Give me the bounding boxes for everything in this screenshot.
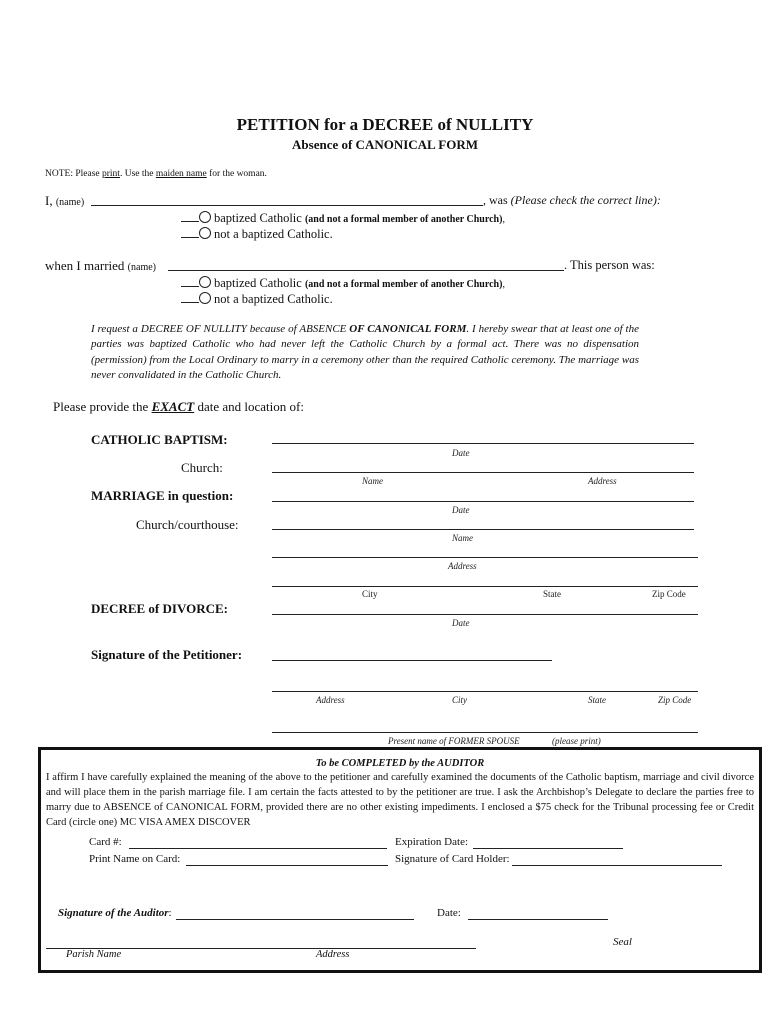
caption-marriage-date: Date	[452, 505, 470, 515]
auditor-date-field[interactable]	[468, 905, 608, 920]
marriage-place-name-field[interactable]	[272, 515, 694, 530]
caption-marriage-name: Name	[452, 533, 473, 543]
note	[45, 169, 267, 179]
caption-church-name: Name	[362, 476, 383, 486]
caption-pet-address: Address	[316, 695, 345, 705]
church-courthouse-label: Church/courthouse:	[136, 517, 239, 532]
marriage-place-city-field[interactable]	[272, 572, 698, 587]
caption-city: City	[362, 589, 378, 599]
petitioner-was: , was (Please check the correct line):	[483, 193, 661, 207]
spouse-name-field[interactable]	[168, 256, 564, 271]
card-signature-field[interactable]	[512, 851, 722, 866]
auditor-signature-field[interactable]	[176, 905, 414, 920]
church-label: Church:	[181, 460, 223, 475]
radio-baptized-spouse[interactable]	[199, 276, 211, 288]
parish-name-caption: Parish Name	[66, 949, 122, 960]
page-subtitle: Absence of CANONICAL FORM	[292, 137, 478, 152]
radio-baptized-petitioner[interactable]	[199, 211, 211, 223]
note-print: print	[102, 169, 120, 179]
caption-baptism-date: Date	[452, 448, 470, 458]
radio-not-baptized-spouse[interactable]	[199, 292, 211, 304]
decree-divorce-label: DECREE of DIVORCE:	[91, 601, 228, 616]
spouse-lead: when I married (name)	[45, 258, 156, 273]
spouse-tail: . This person was:	[564, 258, 655, 272]
auditor-affirmation: I affirm I have carefully explained the meaning of the above to the petitioner and carefully examined the documents of the Catholic baptism, marriage and civil divorce and will place them in the parish marriage file. I am certain the facts attested to by the petitioner are true. I ask the Archbishop’s Delegate to declare the parties free to marry due to ABSENCE of CANONICAL FORM, provided there are no other existing impediments. I enclosed a $75 check for the Tribunal processing fee or Credit Card (circle one) MC VISA AMEX DISCOVER	[46, 772, 754, 828]
petitioner-lead: I, (name)	[45, 193, 85, 208]
divorce-date-field[interactable]	[272, 600, 698, 615]
petitioner-option-baptized[interactable]: baptized Catholic (and not a formal member of another Church),	[181, 209, 505, 226]
petitioner-name-field[interactable]	[91, 191, 483, 206]
marriage-label: MARRIAGE in question:	[91, 488, 234, 503]
note-suffix: for the woman.	[206, 169, 267, 179]
caption-state: State	[543, 589, 561, 599]
spouse-option-baptized[interactable]: baptized Catholic (and not a formal member of another Church),	[181, 274, 505, 291]
catholic-baptism-label: CATHOLIC BAPTISM:	[91, 432, 228, 447]
note-prefix: NOTE: Please	[45, 169, 102, 179]
parish-name-address-field[interactable]	[46, 934, 476, 949]
request-paragraph: I request a DECREE OF NULLITY because of ABSENCE OF CANONICAL FORM. I hereby swear that at least one of the parties was baptized Catholic who had never left the Catholic Church by a formal act. There was no dispensation (permission) from the Local Ordinary to marry in a ceremony other than the required Catholic ceremony. The marriage was never convalidated in the Catholic Church.	[91, 323, 639, 381]
seal-label: Seal	[613, 936, 632, 948]
caption-former-spouse: Present name of FORMER SPOUSE	[388, 736, 520, 746]
caption-pet-state: State	[588, 695, 606, 705]
caption-zip: Zip Code	[652, 589, 686, 599]
expiration-field[interactable]	[473, 834, 623, 849]
card-number-label: Card #:	[89, 836, 122, 848]
former-spouse-name-field[interactable]	[272, 718, 698, 733]
note-maiden: maiden name	[155, 169, 207, 179]
provide-heading: Please provide the EXACT date and location of:	[53, 399, 304, 414]
caption-pet-zip: Zip Code	[658, 695, 692, 705]
expiration-label: Expiration Date:	[395, 836, 469, 848]
card-number-field[interactable]	[129, 834, 387, 849]
petitioner-address-field[interactable]	[272, 677, 698, 692]
caption-please-print: (please print)	[552, 736, 601, 746]
marriage-date-field[interactable]	[272, 487, 694, 502]
parish-address-caption: Address	[316, 949, 350, 960]
signature-label: Signature of the Petitioner:	[91, 647, 243, 662]
note-middle: . Use the	[119, 169, 156, 179]
petitioner-signature-field[interactable]	[272, 646, 552, 661]
radio-not-baptized-petitioner[interactable]	[199, 227, 211, 239]
spouse-option-not-baptized[interactable]: not a baptized Catholic.	[181, 290, 333, 307]
caption-church-address: Address	[588, 476, 617, 486]
caption-pet-city: City	[452, 695, 467, 705]
page-title: PETITION for a DECREE of NULLITY	[236, 115, 534, 134]
marriage-place-address-field[interactable]	[272, 543, 698, 558]
baptism-church-name-field[interactable]	[272, 458, 694, 473]
auditor-signature-label: Signature of the Auditor:	[58, 907, 172, 919]
baptism-date-field[interactable]	[272, 429, 694, 444]
print-name-field[interactable]	[186, 851, 388, 866]
auditor-heading: To be COMPLETED by the AUDITOR	[315, 758, 485, 769]
caption-divorce-date: Date	[452, 618, 470, 628]
print-name-label: Print Name on Card:	[89, 853, 181, 865]
auditor-date-label: Date:	[437, 907, 461, 919]
card-signature-label: Signature of Card Holder:	[395, 853, 510, 865]
petitioner-option-not-baptized[interactable]: not a baptized Catholic.	[181, 225, 333, 242]
caption-marriage-address: Address	[448, 561, 477, 571]
